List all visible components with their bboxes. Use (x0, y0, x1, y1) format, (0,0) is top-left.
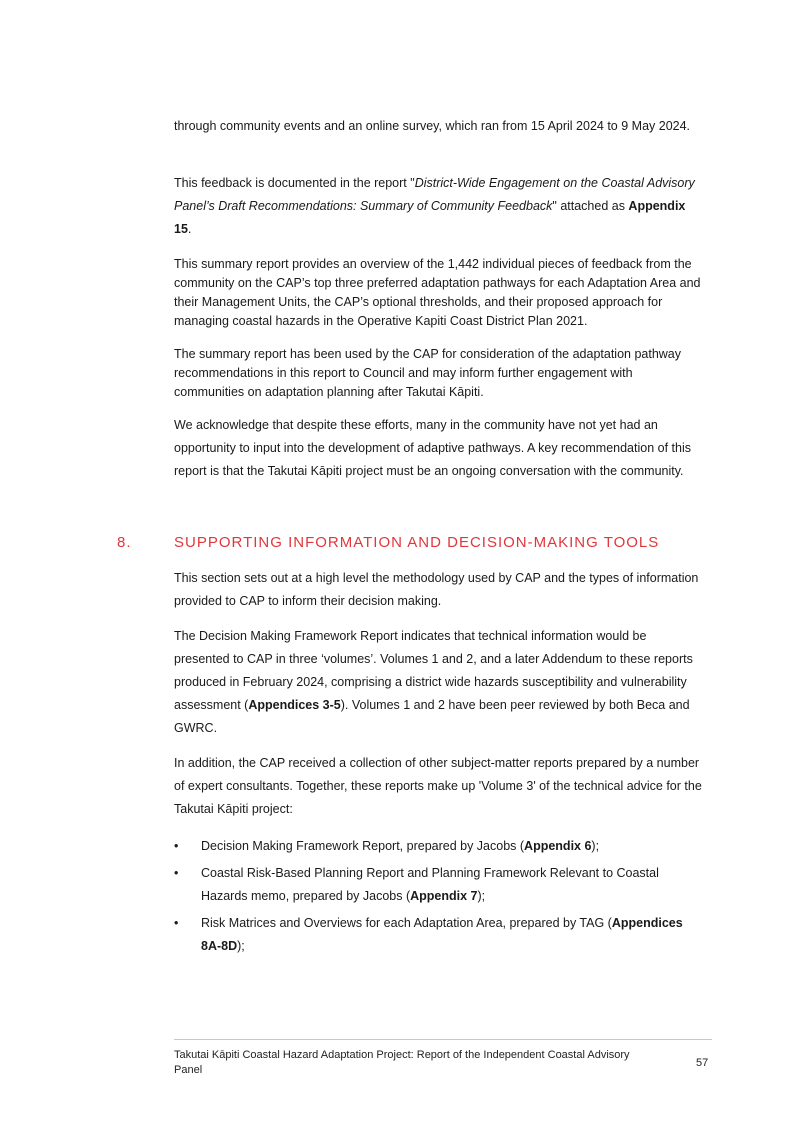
bullet-marker: • (174, 916, 179, 930)
list-item-text: Risk Matrices and Overviews for each Adaptation Area, prepared by TAG ( (201, 916, 612, 930)
section-title: SUPPORTING INFORMATION AND DECISION-MAKING TOOLS (174, 534, 660, 551)
appendix-reference: Appendices 3-5 (248, 698, 341, 712)
paragraph-text: This section sets out at a high level the methodology used by CAP and the types of information provided to CAP to inform their decision making. (174, 571, 699, 608)
list-item (174, 835, 704, 858)
footer-divider (174, 1039, 712, 1040)
paragraph-engagement (174, 115, 704, 138)
appendix-reference: Appendix 6 (524, 839, 592, 853)
bullet-marker: • (174, 866, 179, 880)
list-item-text: Decision Making Framework Report, prepared by Jacobs ( (201, 839, 525, 853)
list-item (174, 862, 704, 908)
paragraph-framework-volumes (174, 625, 704, 740)
report-title-italic: District-Wide Engagement on the Coastal Advisory Panel’s Draft Recommendations: Summary of Community Feedback (174, 176, 695, 213)
list-item (174, 912, 704, 958)
footer-title: Takutai Kāpiti Coastal Hazard Adaptation Project: Report of the Independent Coastal Advisory Panel (174, 1049, 630, 1076)
text-span: . (187, 222, 192, 236)
text-span: The Decision Making Framework Report indicates that technical information would be presented to CAP in three ‘volumes’. Volumes 1 and 2, and a later Addendum to these reports produced in February 2024, comprising a district wide hazards susceptibility and vulnerability assessment ( (174, 629, 693, 712)
appendix-reference: Appendices 8A-8D (201, 916, 683, 953)
paragraph-section-intro (174, 567, 704, 613)
paragraph-text: We acknowledge that despite these efforts, many in the community have not yet had an opportunity to input into the development of adaptive pathways. A key recommendation of this report is that the Takutai Kāpiti project must be an ongoing conversation with the community. (174, 418, 691, 478)
paragraph-text: through community events and an online survey, which ran from 15 April 2024 to 9 May 2024. (174, 119, 691, 133)
section-number: 8. (117, 534, 132, 551)
text-span: ); (477, 889, 486, 903)
paragraph-text: This summary report provides an overview of the 1,442 individual pieces of feedback from the community on the CAP’s top three preferred adaptation pathways for each Adaptation Area and their Management Units, the CAP’s optional thresholds, and their proposed approach for managing coastal hazards in the Operative Kapiti Coast District Plan 2021. (174, 257, 701, 328)
text-span: This feedback is documented in the report " (174, 176, 415, 190)
appendix-reference: Appendix 7 (410, 889, 478, 903)
paragraph-summary-usage (174, 345, 704, 402)
list-item-text: Coastal Risk-Based Planning Report and Planning Framework Relevant to Coastal Hazards memo, prepared by Jacobs ( (201, 866, 659, 903)
text-span: " attached as (552, 199, 629, 213)
page-number: 57 (696, 1057, 709, 1069)
text-span: ); (591, 839, 600, 853)
text-span: ); (237, 939, 245, 953)
text-span: ). Volumes 1 and 2 have been peer reviewed by both Beca and GWRC. (174, 698, 690, 735)
bullet-marker: • (174, 839, 179, 853)
bullet-list (174, 835, 704, 958)
paragraph-text: The summary report has been used by the CAP for consideration of the adaptation pathway recommendations in this report to Council and may inform further engagement with communities on adaptation planning after Takutai Kāpiti. (174, 347, 682, 399)
paragraph-feedback-report (174, 172, 704, 241)
paragraph-acknowledgement (174, 414, 704, 483)
paragraph-volume-3 (174, 752, 704, 821)
appendix-reference: Appendix 15 (174, 199, 686, 236)
paragraph-summary-overview (174, 255, 704, 331)
paragraph-text: In addition, the CAP received a collection of other subject-matter reports prepared by a number of expert consultants. Together, these reports make up 'Volume 3' of the technical advice for the Takutai Kāpiti project: (174, 756, 702, 816)
